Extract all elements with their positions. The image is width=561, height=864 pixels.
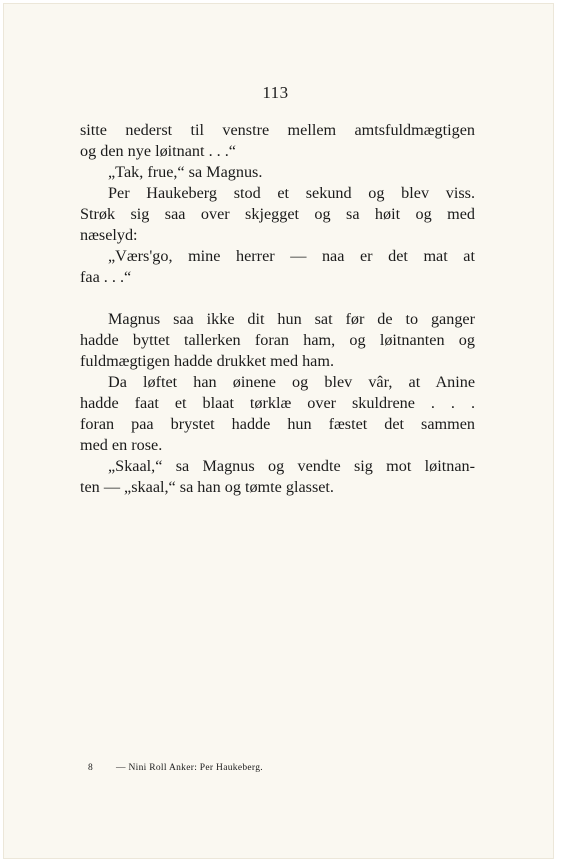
text-line: næselyd: <box>80 226 138 244</box>
text-line: sitte nederst til venstre mellem amtsfuldmægtigen <box>80 121 475 139</box>
page-number: 113 <box>262 83 289 102</box>
text-line: Da løftet han øinene og blev vâr, at Anine <box>108 373 475 391</box>
text-line: med en rose. <box>80 436 163 454</box>
text-line: Strøk sig saa over skjegget og sa høit og med <box>80 205 475 223</box>
text-line: hadde byttet tallerken foran ham, og løitnanten og <box>80 331 475 349</box>
text-line: „Værs'go, mine herrer — naa er det mat at <box>108 247 475 265</box>
running-footer-text: — Nini Roll Anker: Per Haukeberg. <box>116 763 263 773</box>
printer-signature: 8 <box>88 763 94 773</box>
text-line: og den nye løitnant . . .“ <box>80 142 236 160</box>
text-line: hadde faat et blaat tørklæ over skuldrene . . . <box>80 394 475 412</box>
book-page <box>3 3 554 859</box>
body-text <box>80 120 475 498</box>
text-line: fuldmægtigen hadde drukket med ham. <box>80 352 334 370</box>
text-line: Per Haukeberg stod et sekund og blev viss. <box>108 184 475 202</box>
page-footer <box>88 763 263 773</box>
text-line: foran paa brystet hadde hun fæstet det sammen <box>80 415 475 433</box>
text-line: Magnus saa ikke dit hun sat før de to ganger <box>108 310 475 328</box>
text-line: „Tak, frue,“ sa Magnus. <box>108 163 263 181</box>
text-line: „Skaal,“ sa Magnus og vendte sig mot løitnan- <box>108 457 475 475</box>
text-line: ten — „skaal,“ sa han og tømte glasset. <box>80 478 334 496</box>
text-line: faa . . .“ <box>80 268 132 286</box>
